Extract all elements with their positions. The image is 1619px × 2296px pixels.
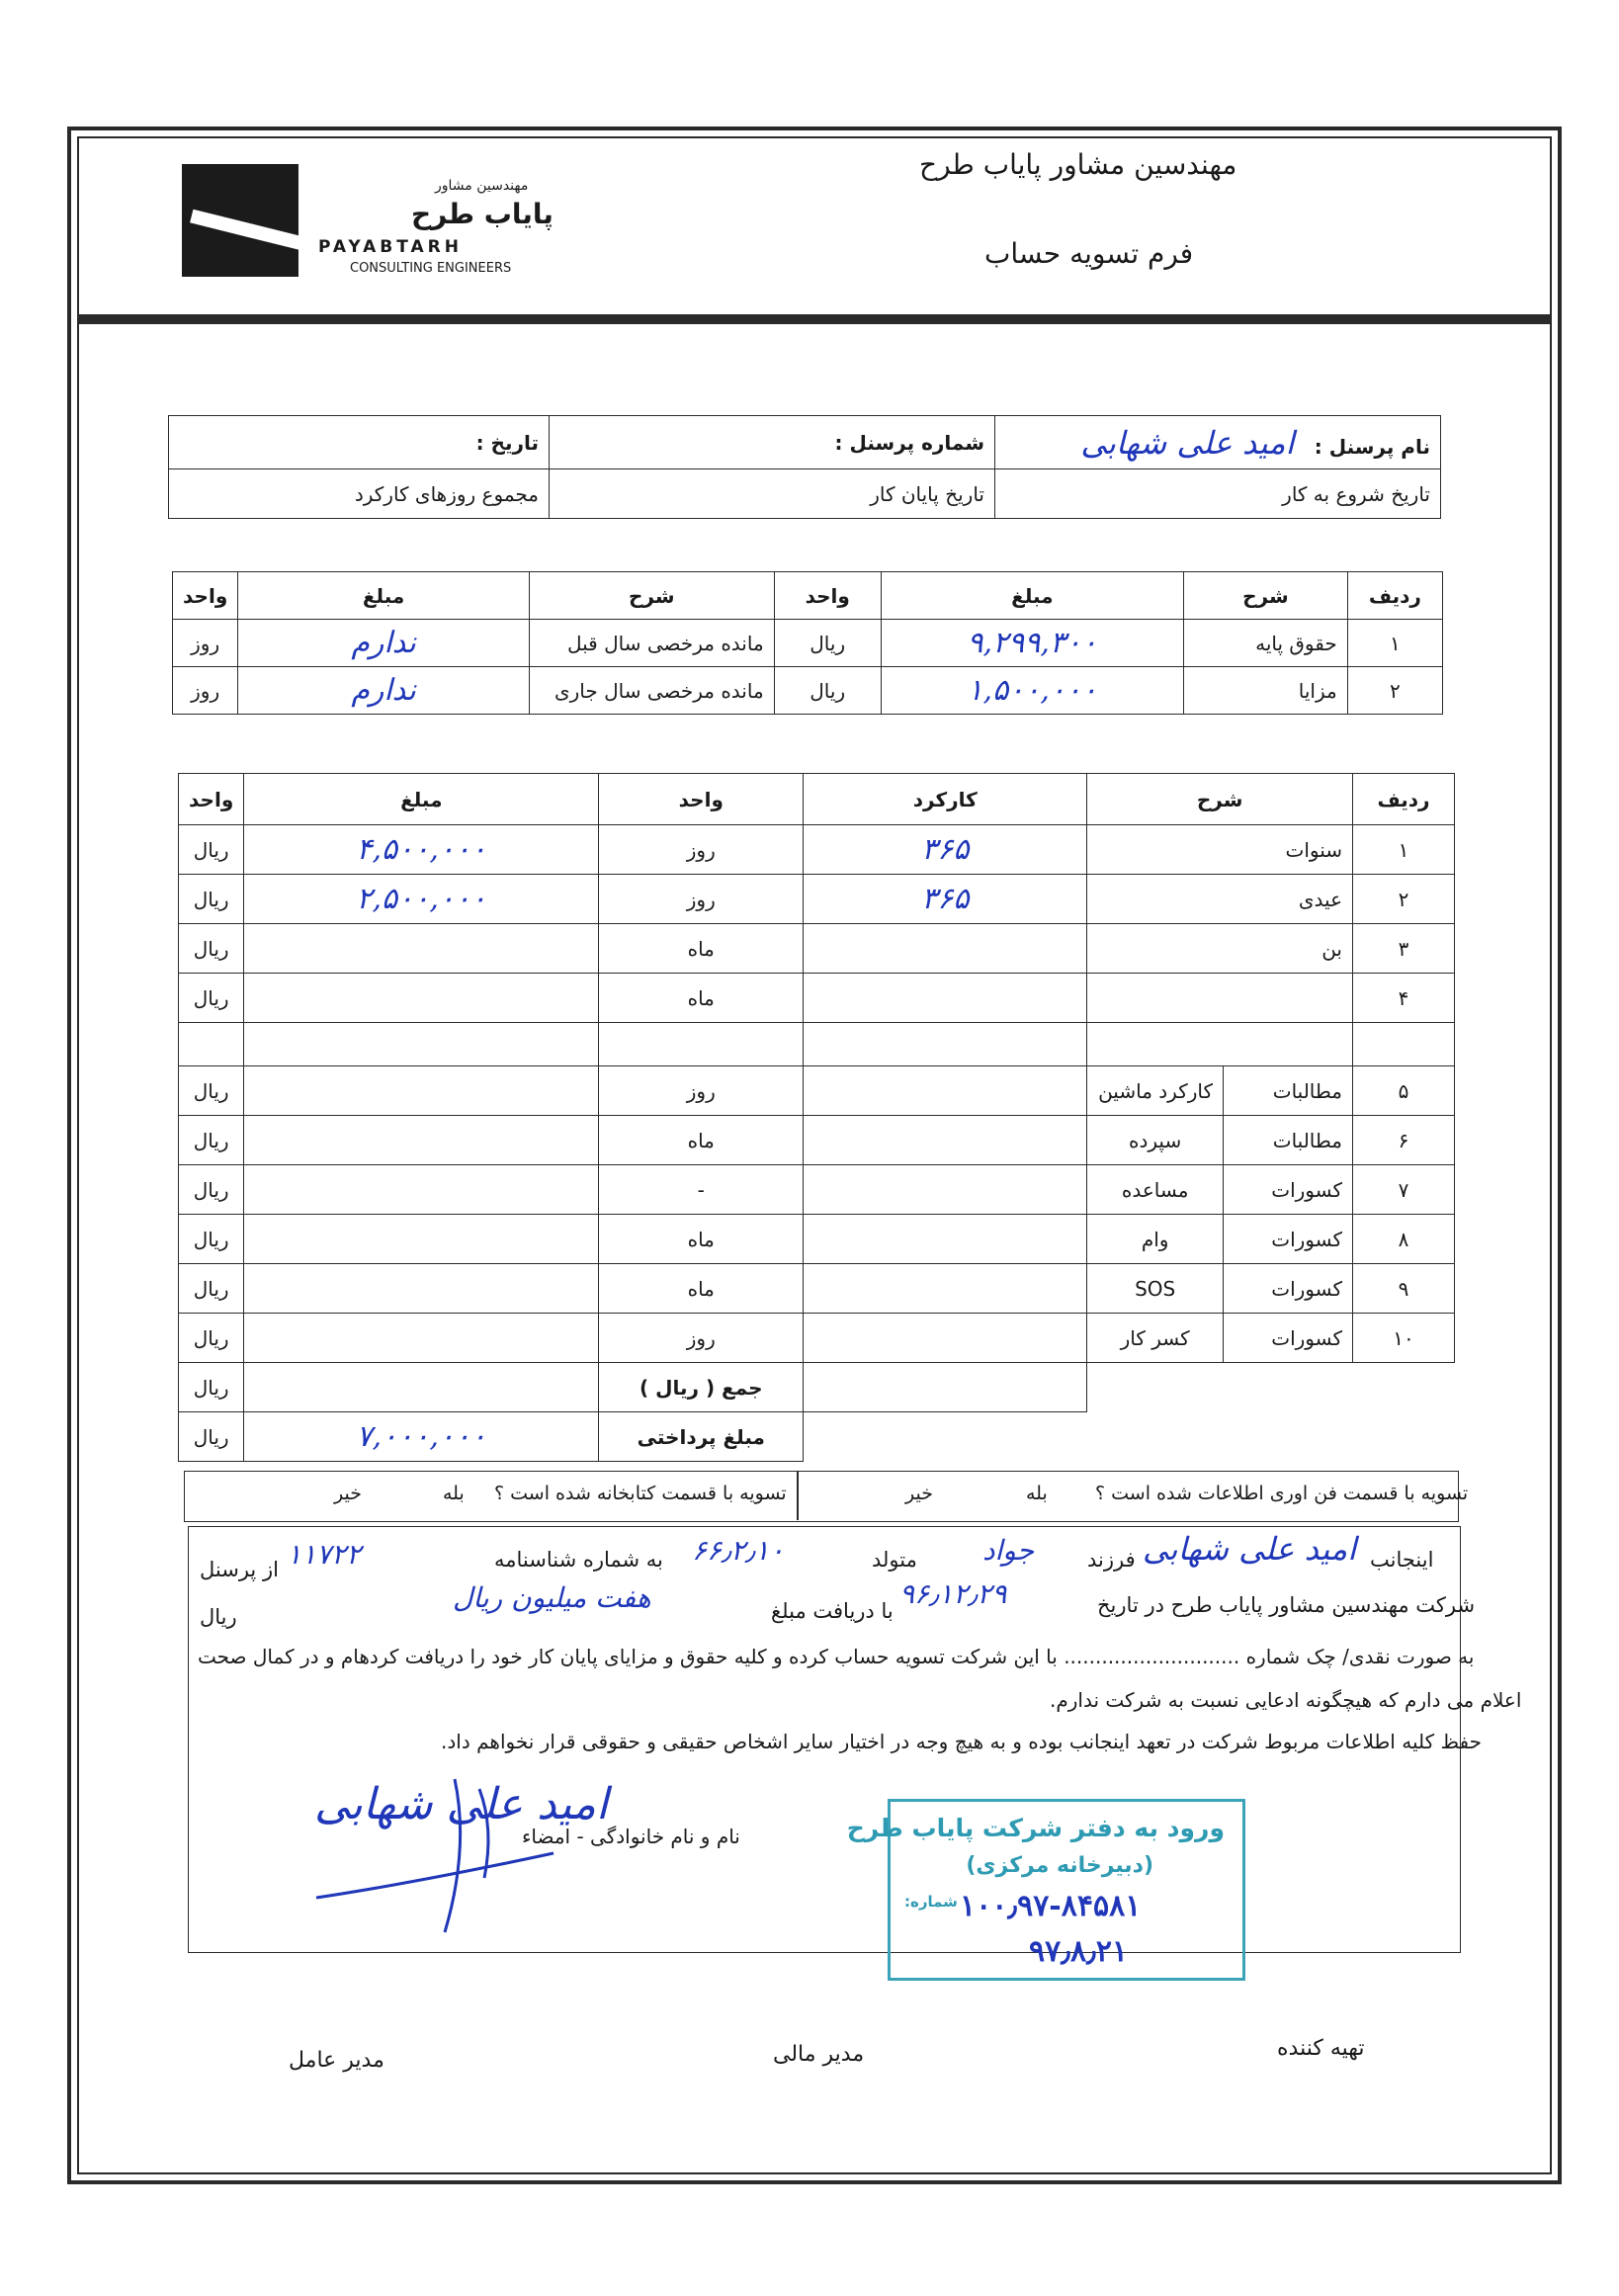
t2-row7-num: ۷ <box>1353 1165 1455 1215</box>
t2-row6-desc: سپرده <box>1087 1116 1224 1165</box>
t2-row8-desc: وام <box>1087 1215 1224 1264</box>
t2-row1-work: ۳۶۵ <box>804 825 1087 875</box>
table-row <box>179 1314 1455 1363</box>
t2-row5-desc: کارکرد ماشین <box>1087 1066 1224 1116</box>
t2-row8-amount <box>244 1215 599 1264</box>
t1-header-desc2: شرح <box>529 572 774 620</box>
t2-row2-num: ۲ <box>1353 875 1455 924</box>
table-row <box>179 1116 1455 1165</box>
t2-row6-num: ۶ <box>1353 1116 1455 1165</box>
t2-row9-unit2: ریال <box>179 1264 244 1314</box>
payable-amount: ۷,۰۰۰,۰۰۰ <box>244 1412 599 1462</box>
stmt-father: جواد <box>982 1534 1035 1567</box>
t2-row8-cat: کسورات <box>1224 1215 1353 1264</box>
table-row <box>173 667 1443 715</box>
clearance-divider <box>797 1471 799 1520</box>
t2-header-unit2: واحد <box>179 774 244 825</box>
payable-row <box>179 1412 1455 1462</box>
t1-header-unit: واحد <box>774 572 881 620</box>
table-row <box>179 1066 1455 1116</box>
it-clearance-yes[interactable]: بله <box>1026 1483 1048 1504</box>
t2-row9-num: ۹ <box>1353 1264 1455 1314</box>
t2-row4-desc <box>1087 974 1353 1023</box>
t2-row1-desc: سنوات <box>1087 825 1353 875</box>
t1-row2-desc: مزایا <box>1184 667 1348 715</box>
t2-row7-unit2: ریال <box>179 1165 244 1215</box>
stmt-l1-p2: فرزند <box>1087 1548 1136 1572</box>
t2-row4-amount <box>244 974 599 1023</box>
t2-row4-num: ۴ <box>1353 974 1455 1023</box>
personnel-number-cell: شماره پرسنل : <box>550 416 995 469</box>
table-row <box>179 924 1455 974</box>
form-title: فرم تسویه حساب <box>984 237 1194 270</box>
stmt-l4: اعلام می دارم که هیچگونه ادعایی نسبت به شرکت ندارم. <box>1050 1688 1522 1712</box>
t2-row4-work <box>804 974 1087 1023</box>
signature-stroke-2 <box>445 1779 461 1932</box>
table-row <box>173 620 1443 667</box>
t2-row9-amount <box>244 1264 599 1314</box>
t2-row3-work <box>804 924 1087 974</box>
t1-row1-unit: ریال <box>774 620 881 667</box>
stmt-birth: ۶۶٫۲٫۱۰ <box>692 1534 785 1567</box>
t1-header-amount: مبلغ <box>881 572 1183 620</box>
logo-fa-small: مهندسین مشاور <box>435 178 529 194</box>
t1-header-num: ردیف <box>1347 572 1442 620</box>
t1-row1-amount: ۹,۲۹۹,۳۰۰ <box>881 620 1183 667</box>
t2-header-amount: مبلغ <box>244 774 599 825</box>
signature-scribble <box>297 1759 593 1937</box>
payable-unit: ریال <box>179 1412 244 1462</box>
t1-row2-unit: ریال <box>774 667 881 715</box>
t2-row2-desc: عیدی <box>1087 875 1353 924</box>
t2-header-num: ردیف <box>1353 774 1455 825</box>
t2-row4-unit: ماه <box>599 974 804 1023</box>
stmt-personnel-id: ۱۱۷۲۲ <box>287 1538 362 1571</box>
t2-row3-desc: بن <box>1087 924 1353 974</box>
stamp-date: ۹۷٫۸٫۲۱ <box>1029 1934 1129 1969</box>
t2-row1-unit2: ریال <box>179 825 244 875</box>
signature-stroke-1 <box>316 1853 554 1898</box>
header-separator <box>77 314 1552 324</box>
t2-row7-amount <box>244 1165 599 1215</box>
salary-leave-table <box>172 571 1443 715</box>
t1-row1-desc2: مانده مرخصی سال قبل <box>529 620 774 667</box>
t2-row5-unit2: ریال <box>179 1066 244 1116</box>
t2-row9-unit: ماه <box>599 1264 804 1314</box>
t2-row1-unit: روز <box>599 825 804 875</box>
t2-row5-amount <box>244 1066 599 1116</box>
t2-row9-desc: SOS <box>1087 1264 1224 1314</box>
t1-header-desc: شرح <box>1184 572 1348 620</box>
t2-row7-unit: - <box>599 1165 804 1215</box>
library-clearance-question: تسویه با قسمت کتابخانه شده است ؟ <box>494 1483 787 1504</box>
t2-row7-cat: کسورات <box>1224 1165 1353 1215</box>
stmt-l1-p3: متولد <box>872 1548 917 1572</box>
t2-row6-cat: مطالبات <box>1224 1116 1353 1165</box>
t2-row2-unit2: ریال <box>179 875 244 924</box>
logo-en-sub: CONSULTING ENGINEERS <box>350 261 512 276</box>
settlement-table <box>178 773 1455 1462</box>
t2-row8-unit2: ریال <box>179 1215 244 1264</box>
footer-prepared-by: تهیه کننده <box>1277 2036 1365 2061</box>
t2-row10-unit2: ریال <box>179 1314 244 1363</box>
personnel-name-label: نام پرسنل : <box>1314 434 1430 459</box>
t1-row1-amount2: ندارم <box>238 620 530 667</box>
t2-row9-cat: کسورات <box>1224 1264 1353 1314</box>
table-row <box>179 825 1455 875</box>
table-row <box>179 1264 1455 1314</box>
company-name: مهندسین مشاور پایاب طرح <box>919 148 1237 181</box>
t2-row10-num: ۱۰ <box>1353 1314 1455 1363</box>
t2-row3-amount <box>244 924 599 974</box>
t1-row2-num: ۲ <box>1347 667 1442 715</box>
t2-row10-cat: کسورات <box>1224 1314 1353 1363</box>
t2-row5-unit: روز <box>599 1066 804 1116</box>
t2-row2-amount: ۲,۵۰۰,۰۰۰ <box>244 875 599 924</box>
stmt-l1-p5: از پرسنل <box>200 1558 279 1581</box>
logo-en-name: PAYABTARH <box>318 237 463 257</box>
logo-slash-shape <box>190 210 298 252</box>
sum-unit: ریال <box>179 1363 244 1412</box>
t2-row8-num: ۸ <box>1353 1215 1455 1264</box>
t1-header-unit2: واحد <box>173 572 238 620</box>
stamp-subtitle: (دبیرخانه مرکزی) <box>966 1853 1153 1878</box>
sum-row <box>179 1363 1455 1412</box>
t1-row2-desc2: مانده مرخصی سال جاری <box>529 667 774 715</box>
t2-row3-unit2: ریال <box>179 924 244 974</box>
table-row <box>179 974 1455 1023</box>
stmt-amount-words: هفت میلیون ریال <box>453 1581 651 1614</box>
t1-row1-unit2: روز <box>173 620 238 667</box>
t2-row6-unit: ماه <box>599 1116 804 1165</box>
it-clearance-no[interactable]: خیر <box>905 1483 933 1504</box>
library-clearance-yes[interactable]: بله <box>443 1483 465 1504</box>
sum-label: جمع ( ریال ) <box>599 1363 804 1412</box>
t2-row1-num: ۱ <box>1353 825 1455 875</box>
company-logo-mark <box>182 164 298 277</box>
stmt-l1-p1: اینجانب <box>1370 1548 1434 1572</box>
signature-name: امید علی شهابی <box>314 1779 609 1829</box>
end-date-cell: تاریخ پایان کار <box>550 469 995 519</box>
payable-label: مبلغ پرداختی <box>599 1412 804 1462</box>
stmt-l2-p3: ریال <box>200 1605 237 1629</box>
t2-row10-desc: کسر کار <box>1087 1314 1224 1363</box>
stmt-l5: حفظ کلیه اطلاعات مربوط شرکت در تعهد اینجانب بوده و به هیچ وجه در اختیار سایر اشخاص حقیقی و حقوقی قرار نخواهم داد. <box>441 1730 1482 1753</box>
personnel-table <box>168 415 1441 519</box>
stmt-l2-p2: با دریافت مبلغ <box>771 1599 894 1623</box>
stamp-number: ۱۰۰٫۹۷-۸۴۵۸۱ <box>960 1889 1142 1923</box>
t2-row2-work: ۳۶۵ <box>804 875 1087 924</box>
stmt-l3: به صورت نقدی/ چک شماره ............................ با این شرکت تسویه حساب کرده و کلیه حقوق و مزایای پایان کار خود را دریافت کردهام و در کمال صحت <box>198 1645 1475 1668</box>
t2-header-unit: واحد <box>599 774 804 825</box>
personnel-name-value: امید علی شهابی <box>1080 423 1295 462</box>
personnel-name-cell <box>995 416 1441 469</box>
t1-header-amount2: مبلغ <box>238 572 530 620</box>
it-clearance-question: تسویه با قسمت فن اوری اطلاعات شده است ؟ <box>1095 1483 1469 1504</box>
t2-row2-unit: روز <box>599 875 804 924</box>
t2-row10-unit: روز <box>599 1314 804 1363</box>
t2-row10-amount <box>244 1314 599 1363</box>
t1-row2-amount2: ندارم <box>238 667 530 715</box>
table-row <box>179 1215 1455 1264</box>
stamp-title: ورود به دفتر شرکت پایاب طرح <box>846 1814 1225 1842</box>
t2-row4-unit2: ریال <box>179 974 244 1023</box>
t2-row3-num: ۳ <box>1353 924 1455 974</box>
t1-row2-amount: ۱,۵۰۰,۰۰۰ <box>881 667 1183 715</box>
stmt-date: ۹۶٫۱۲٫۲۹ <box>899 1577 1007 1610</box>
t2-header-desc: شرح <box>1087 774 1353 825</box>
t1-row2-unit2: روز <box>173 667 238 715</box>
t2-row5-num: ۵ <box>1353 1066 1455 1116</box>
t2-row6-amount <box>244 1116 599 1165</box>
date-cell: تاریخ : <box>169 416 550 469</box>
library-clearance-no[interactable]: خیر <box>334 1483 362 1504</box>
t2-row6-unit2: ریال <box>179 1116 244 1165</box>
logo-fa-big: پایاب طرح <box>411 198 554 230</box>
stmt-l2-p1: شرکت مهندسین مشاور پایاب طرح در تاریخ <box>1097 1593 1476 1617</box>
start-date-cell: تاریخ شروع به کار <box>995 469 1441 519</box>
table-row <box>179 875 1455 924</box>
footer-finance-manager: مدیر مالی <box>773 2042 865 2067</box>
registry-stamp <box>846 1799 1245 1981</box>
t2-row7-desc: مساعده <box>1087 1165 1224 1215</box>
signature-stroke-3 <box>479 1789 488 1878</box>
t1-row1-desc: حقوق پایه <box>1184 620 1348 667</box>
table-row <box>179 1165 1455 1215</box>
t2-row5-cat: مطالبات <box>1224 1066 1353 1116</box>
footer-ceo: مدیر عامل <box>289 2048 384 2073</box>
table-spacer-row <box>179 1023 1455 1066</box>
stamp-number-label: شماره: <box>904 1893 958 1911</box>
t2-row3-unit: ماه <box>599 924 804 974</box>
stmt-name: امید علی شهابی <box>1143 1530 1357 1568</box>
t2-row1-amount: ۴,۵۰۰,۰۰۰ <box>244 825 599 875</box>
t1-row1-num: ۱ <box>1347 620 1442 667</box>
total-days-cell: مجموع روزهای کارکرد <box>169 469 550 519</box>
t2-header-work: کارکرد <box>804 774 1087 825</box>
t2-row8-unit: ماه <box>599 1215 804 1264</box>
stmt-l1-p4: به شماره شناسنامه <box>494 1548 663 1572</box>
signature-label: نام و نام خانوادگی - امضاء <box>522 1825 740 1848</box>
